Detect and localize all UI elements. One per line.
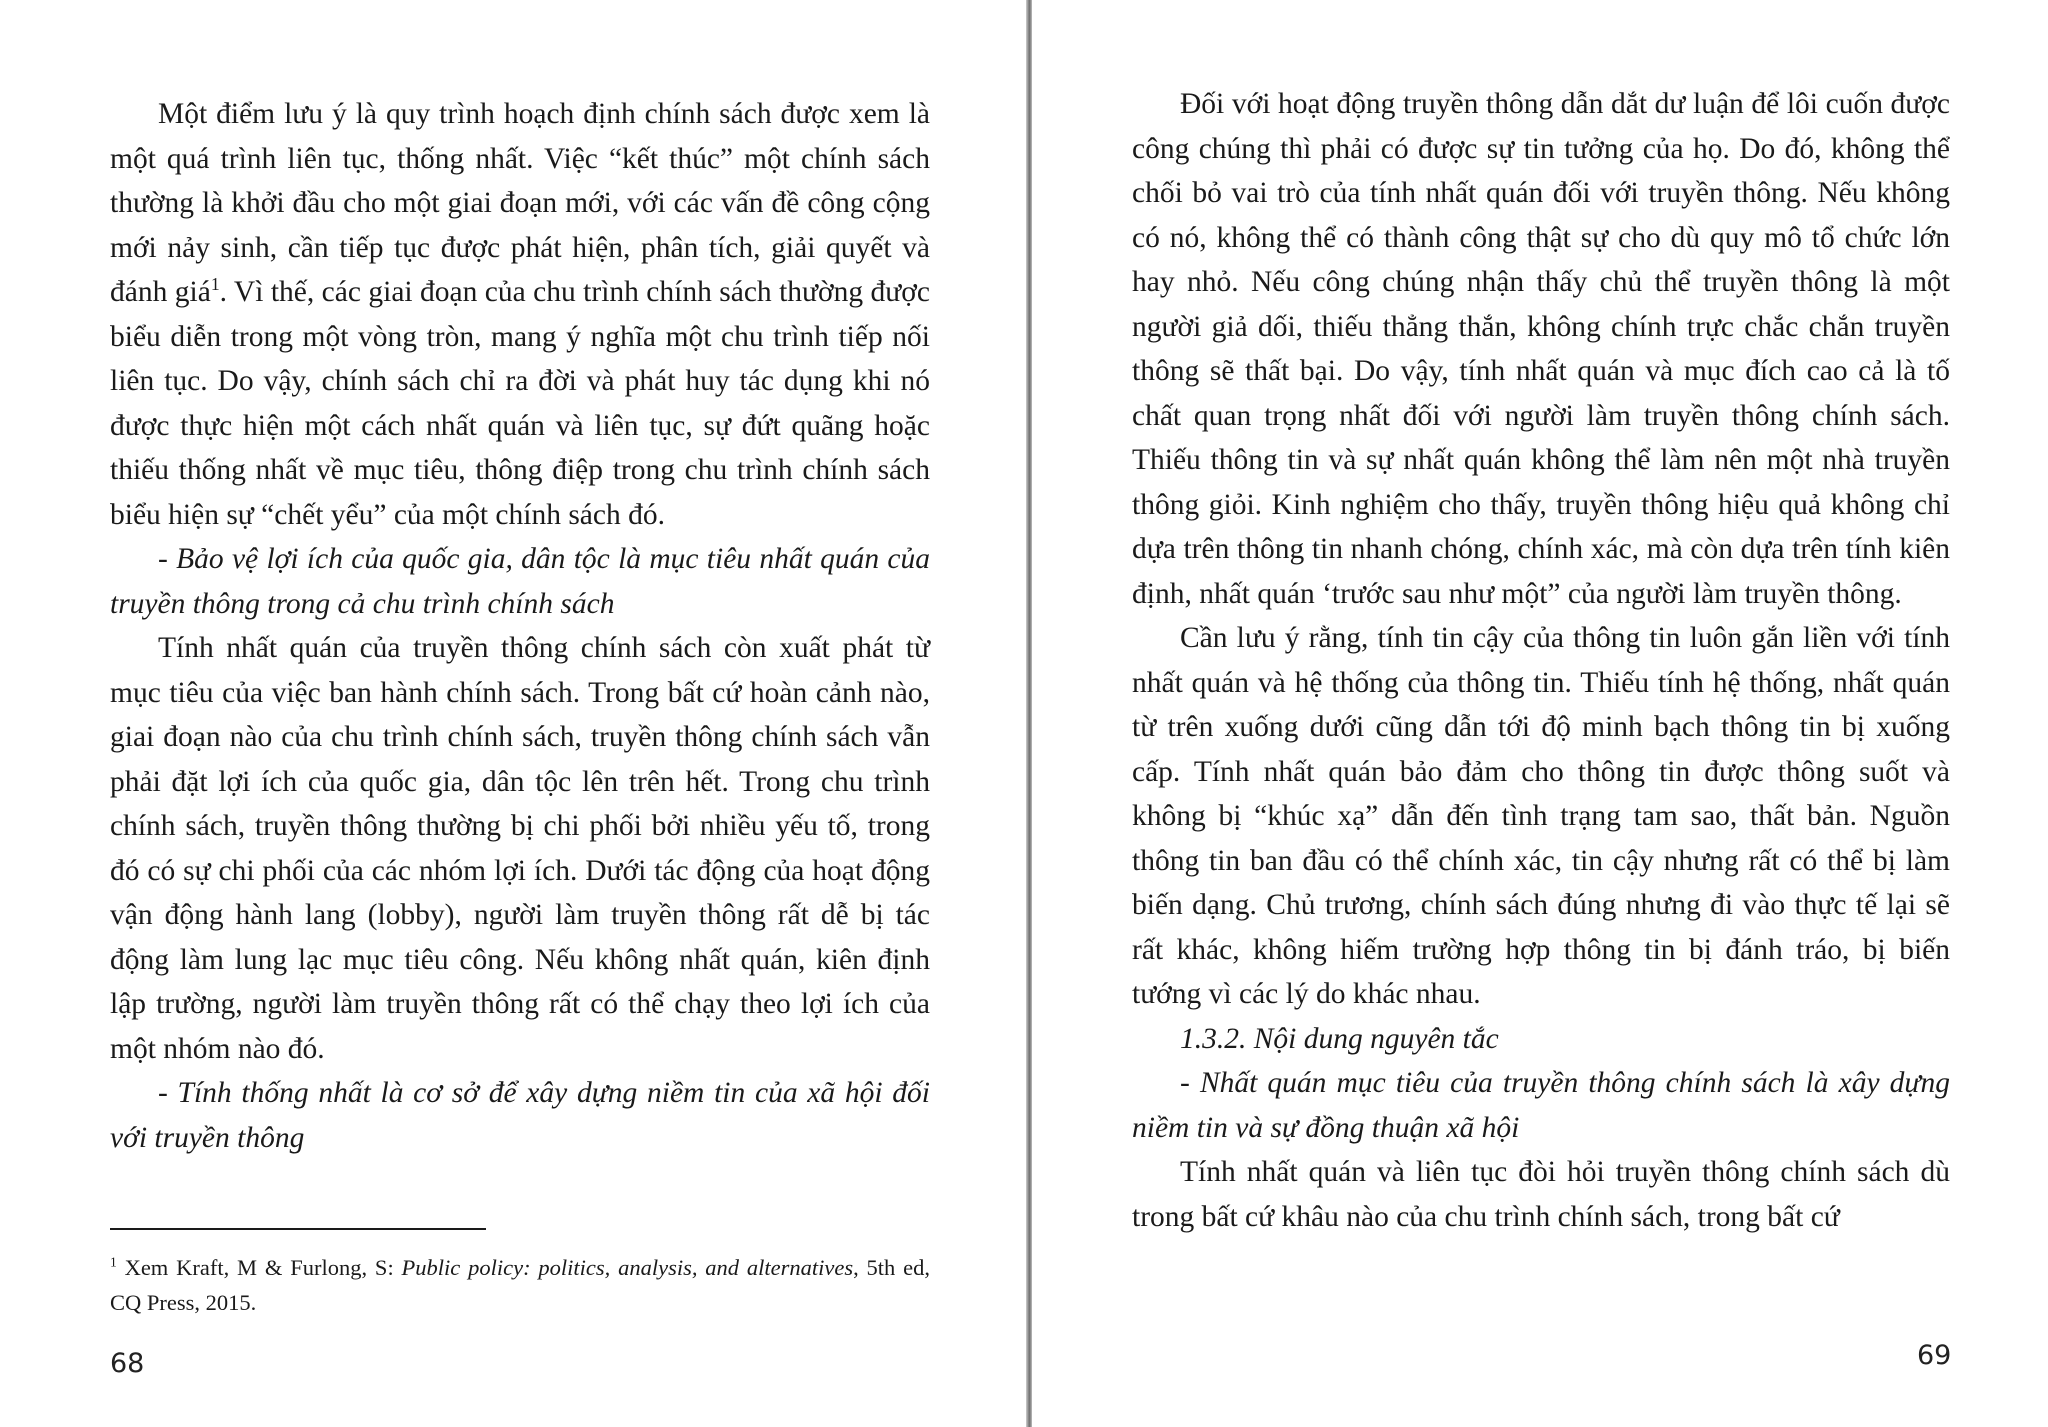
footnote xyxy=(110,1250,930,1320)
footnote-divider xyxy=(110,1228,486,1230)
page-number: 68 xyxy=(110,1348,145,1379)
paragraph-text: Một điểm lưu ý là quy trình hoạch định chính sách được xem là một quá trình liên tục, thống nhất. Việc “kết thúc” một chính sách thường là khởi đầu cho một giai đoạn mới, với các vấn đề công cộng mới nảy sinh, cần tiếp tục được phát hiện, phân tích, giải quyết và đánh giá xyxy=(110,98,930,308)
footnote-title: Public policy: politics, analysis, and alternatives xyxy=(401,1255,854,1280)
paragraph: Cần lưu ý rằng, tính tin cậy của thông tin luôn gắn liền với tính nhất quán và hệ thống của thông tin. Thiếu tính hệ thống, nhất quán từ trên xuống dưới cũng dẫn tới độ minh bạch thông tin bị xuống cấp. Tính nhất quán bảo đảm cho thông tin được thông suốt và không bị “khúc xạ” dẫn đến tình trạng tam sao, thất bản. Nguồn thông tin ban đầu có thể chính xác, tin cậy nhưng rất có thể bị làm biến dạng. Chủ trương, chính sách đúng nhưng đi vào thực tế lại sẽ rất khác, không hiếm trường hợp thông tin bị đánh tráo, bị biến tướng vì các lý do khác nhau. xyxy=(1132,622,1950,1010)
section-heading: 1.3.2. Nội dung nguyên tắc xyxy=(1180,1022,1499,1055)
footnote-tail: , 5th ed, CQ Press, 2015. xyxy=(110,1255,930,1315)
left-page-body xyxy=(110,92,930,1160)
paragraph: Tính nhất quán của truyền thông chính sách còn xuất phát từ mục tiêu của việc ban hành chính sách. Trong bất cứ hoàn cảnh nào, giai đoạn nào của chu trình chính sách, truyền thông chính sách vẫn phải đặt lợi ích của quốc gia, dân tộc lên trên hết. Trong chu trình chính sách, truyền thông thường bị chi phối bởi nhiều yếu tố, trong đó có sự chi phối của các nhóm lợi ích. Dưới tác động của hoạt động vận động hành lang (lobby), người làm truyền thông rất dễ bị tác động làm lung lạc mục tiêu công. Nếu không nhất quán, kiên định lập trường, người làm truyền thông rất có thể chạy theo lợi ích của một nhóm nào đó. xyxy=(110,632,930,1065)
paragraph: Tính nhất quán và liên tục đòi hỏi truyền thông chính sách dù trong bất cứ khâu nào của chu trình chính sách, trong bất cứ xyxy=(1132,1156,1950,1233)
paragraph: Đối với hoạt động truyền thông dẫn dắt dư luận để lôi cuốn được công chúng thì phải có được sự tin tưởng của họ. Do đó, không thể chối bỏ vai trò của tính nhất quán đối với truyền thông. Nếu không có nó, không thể có thành công thật sự cho dù quy mô tổ chức lớn hay nhỏ. Nếu công chúng nhận thấy chủ thể truyền thông là một người giả dối, thiếu thẳng thắn, không chính trực chắc chắn truyền thông sẽ thất bại. Do vậy, tính nhất quán và mục đích cao cả là tố chất quan trọng nhất đối với người làm truyền thông chính sách. Thiếu thông tin và sự nhất quán không thể làm nên một nhà truyền thông giỏi. Kinh nghiệm cho thấy, truyền thông hiệu quả không chỉ dựa trên thông tin nhanh chóng, chính xác, mà còn dựa trên tính kiên định, nhất quán ‘trước sau như một” của người làm truyền thông. xyxy=(1132,88,1950,610)
page-number: 69 xyxy=(1917,1340,1952,1371)
right-page-body xyxy=(1132,82,1950,1239)
italic-subheading: - Nhất quán mục tiêu của truyền thông chính sách là xây dựng niềm tin và sự đồng thuận xã hội xyxy=(1132,1067,1950,1144)
footnote-lead: Xem Kraft, M & Furlong, S: xyxy=(116,1255,402,1280)
footnote-marker: 1 xyxy=(110,1254,117,1270)
paragraph-text-continued: . Vì thế, các giai đoạn của chu trình chính sách thường được biểu diễn trong một vòng tròn, mang ý nghĩa một chu trình tiếp nối liên tục. Do vậy, chính sách chỉ ra đời và phát huy tác dụng khi nó được thực hiện một cách nhất quán và liên tục, sự đứt quãng hoặc thiếu thống nhất về mục tiêu, thông điệp trong chu trình chính sách biểu hiện sự “chết yểu” của một chính sách đó. xyxy=(110,276,930,531)
italic-subheading: - Bảo vệ lợi ích của quốc gia, dân tộc là mục tiêu nhất quán của truyền thông trong cả chu trình chính sách xyxy=(110,543,930,620)
footnote-reference[interactable]: 1 xyxy=(210,274,220,295)
right-page xyxy=(1032,0,2048,1427)
paragraph xyxy=(110,92,930,537)
italic-subheading: - Tính thống nhất là cơ sở để xây dựng niềm tin của xã hội đối với truyền thông xyxy=(110,1077,930,1154)
